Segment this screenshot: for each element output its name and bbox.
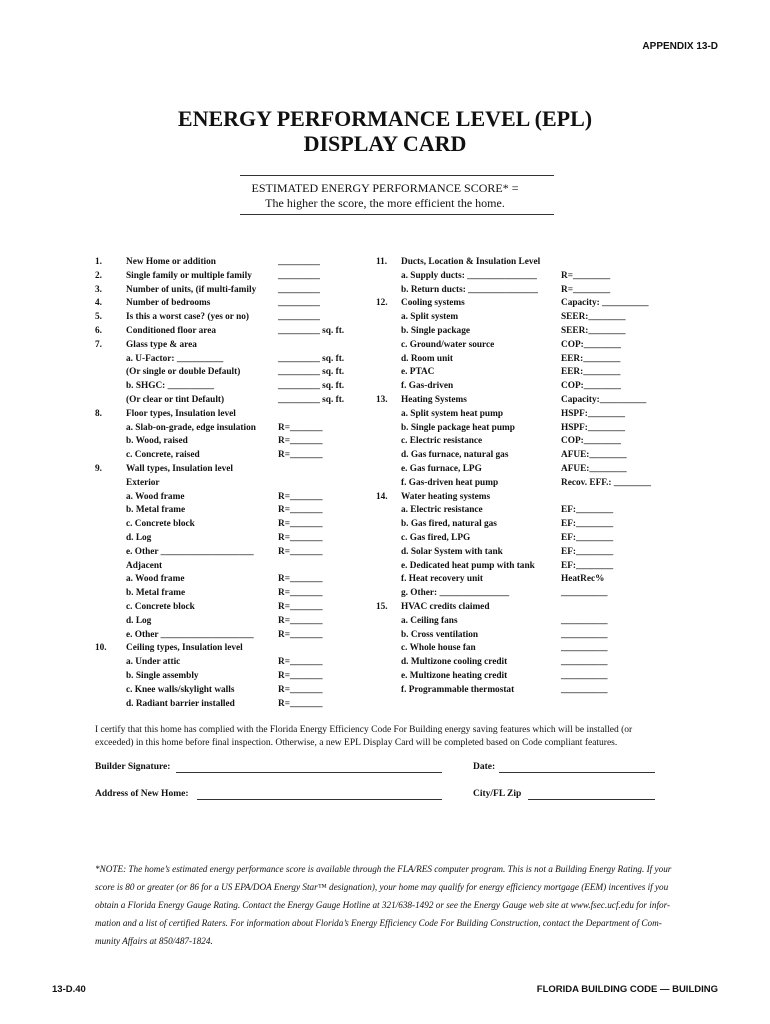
right-item-number: 12.	[376, 298, 388, 309]
right-item-label: f. Gas-driven heat pump	[401, 477, 499, 488]
left-item-label: c. Concrete block	[126, 519, 195, 530]
title-line-2: DISPLAY CARD	[303, 131, 467, 156]
certification-line-1: I certify that this home has complied with the Florida Energy Efficiency Code For Building energy saving features which will be installed (or	[95, 725, 633, 735]
left-item-label: a. Under attic	[126, 657, 181, 668]
right-item-number: 15.	[376, 602, 388, 612]
left-item-number: 4.	[95, 298, 102, 309]
right-item-label: c. Whole house fan	[401, 643, 476, 654]
right-item-field[interactable]: Capacity:__________	[561, 395, 647, 405]
right-item-field[interactable]: SEER:________	[561, 326, 626, 336]
left-item-field[interactable]: _________ sq. ft.	[278, 395, 345, 405]
right-item-field[interactable]: EF:________	[561, 505, 614, 516]
right-item-field[interactable]: __________	[561, 629, 608, 640]
left-item-label: Number of units, (if multi-family	[126, 284, 257, 295]
right-item-field[interactable]: Recov. EFF.: ________	[561, 477, 652, 488]
right-item-label: f. Heat recovery unit	[401, 574, 483, 585]
left-item-label: a. U-Factor: __________	[126, 353, 224, 364]
left-item-label: b. Metal frame	[126, 588, 186, 599]
right-item-label: b. Single package heat pump	[401, 422, 515, 433]
left-item-number: 7.	[95, 339, 102, 350]
left-item-field[interactable]: R=_______	[278, 671, 323, 681]
footnote-line-4: mation and a list of certified Raters. For information about Florida’s Energy Efficiency Code For Building Construction, contact the Department of Com-	[95, 918, 662, 928]
right-item-label: g. Other: _______________	[401, 588, 510, 599]
left-item-label: Adjacent	[126, 560, 163, 571]
footnote-line-3: obtain a Florida Energy Gauge Rating. Contact the Energy Gauge Hotline at 321/638-1492 or see the Energy Gauge web site at www.fsec.ucf.edu for infor-	[95, 900, 671, 910]
left-item-number: 6.	[95, 326, 102, 336]
right-item-field[interactable]: HeatRec%	[561, 574, 605, 585]
left-item-label: e. Other ____________________	[126, 629, 254, 640]
certification-text	[95, 724, 632, 750]
left-item-label: b. SHGC: __________	[126, 381, 215, 392]
left-item-field[interactable]: _________ sq. ft.	[278, 381, 345, 392]
left-item-label: c. Concrete block	[126, 602, 195, 612]
left-item-field[interactable]: R=_______	[278, 546, 323, 557]
left-item-label: a. Wood frame	[126, 574, 185, 585]
right-item-field[interactable]: COP:________	[561, 381, 621, 392]
left-item-number: 2.	[95, 270, 102, 281]
left-item-field[interactable]: R=_______	[278, 574, 323, 585]
left-item-label: (Or single or double Default)	[126, 367, 241, 378]
right-item-field[interactable]: EF:________	[561, 560, 614, 571]
left-item-label: c. Concrete, raised	[126, 450, 200, 461]
right-item-field[interactable]: EF:________	[561, 546, 614, 557]
right-item-field[interactable]: EER:________	[561, 367, 621, 378]
right-item-field[interactable]: HSPF:________	[561, 408, 626, 419]
right-item-label: d. Room unit	[401, 353, 453, 364]
left-item-field[interactable]: _________	[278, 312, 320, 323]
score-top-rule	[240, 175, 554, 176]
left-item-label: d. Log	[126, 533, 152, 543]
right-item-number: 14.	[376, 491, 388, 502]
left-item-field[interactable]: _________ sq. ft.	[278, 367, 345, 378]
builder-signature-label: Builder Signature:	[95, 762, 171, 772]
left-item-label: e. Other ____________________	[126, 546, 254, 557]
right-item-field[interactable]: EF:________	[561, 533, 614, 543]
left-item-label: c. Knee walls/skylight walls	[126, 684, 235, 695]
left-item-label: Wall types, Insulation level	[126, 464, 233, 474]
left-item-label: Number of bedrooms	[126, 298, 211, 309]
right-item-label: f. Programmable thermostat	[401, 684, 515, 695]
footer-page-number: 13-D.40	[52, 984, 86, 995]
right-item-label: HVAC credits claimed	[401, 602, 490, 612]
left-item-number: 10.	[95, 643, 107, 654]
date-label: Date:	[473, 762, 496, 772]
score-subheading: The higher the score, the more efficient the home.	[265, 196, 505, 210]
right-item-label: b. Cross ventilation	[401, 629, 479, 640]
right-item-field[interactable]: SEER:________	[561, 312, 626, 323]
left-item-field[interactable]: R=_______	[278, 450, 323, 461]
city-zip-label: City/FL Zip	[473, 789, 522, 799]
left-item-label: b. Single assembly	[126, 671, 199, 681]
city-zip-field[interactable]	[528, 799, 655, 800]
left-item-field[interactable]: _________	[278, 284, 320, 295]
left-item-label: Conditioned floor area	[126, 326, 217, 336]
left-item-number: 1.	[95, 257, 102, 267]
left-item-number: 5.	[95, 312, 102, 323]
right-item-number: 13.	[376, 395, 388, 405]
right-item-label: a. Split system	[401, 312, 459, 323]
left-item-field[interactable]: R=_______	[278, 615, 323, 626]
right-item-field[interactable]: __________	[561, 684, 608, 695]
right-item-label: d. Gas furnace, natural gas	[401, 450, 509, 461]
right-item-label: a. Supply ducts: _______________	[401, 270, 537, 281]
address-label: Address of New Home:	[95, 789, 189, 799]
left-item-field[interactable]: R=_______	[278, 533, 323, 543]
left-item-field[interactable]: _________ sq. ft.	[278, 353, 345, 364]
right-item-label: d. Multizone cooling credit	[401, 657, 508, 668]
page-title	[0, 106, 770, 156]
right-item-field[interactable]: __________	[561, 657, 608, 668]
right-item-field[interactable]: Capacity: __________	[561, 298, 649, 309]
left-item-label: d. Radiant barrier installed	[126, 698, 235, 709]
builder-signature-field[interactable]	[176, 772, 442, 773]
right-item-label: b. Single package	[401, 326, 470, 336]
right-item-field[interactable]: AFUE:________	[561, 464, 627, 474]
score-bottom-rule	[240, 214, 554, 215]
right-item-label: Heating Systems	[401, 395, 467, 405]
left-item-field[interactable]: R=_______	[278, 629, 323, 640]
right-item-field[interactable]: AFUE:________	[561, 450, 627, 461]
left-item-label: Floor types, Insulation level	[126, 408, 236, 419]
left-item-label: a. Slab-on-grade, edge insulation	[126, 422, 256, 433]
right-item-field[interactable]: __________	[561, 671, 608, 681]
right-item-field[interactable]: R=________	[561, 270, 611, 281]
right-item-label: Ducts, Location & Insulation Level	[401, 257, 541, 267]
right-item-label: e. PTAC	[401, 367, 435, 378]
left-item-field[interactable]: R=_______	[278, 422, 323, 433]
left-item-field[interactable]: _________ sq. ft.	[278, 326, 345, 336]
right-item-number: 11.	[376, 257, 388, 267]
right-item-label: d. Solar System with tank	[401, 546, 503, 557]
footnote-line-1: *NOTE: The home’s estimated energy performance score is available through the FLA/RES computer program. This is not a Building Energy Rating. If your	[95, 864, 672, 874]
title-line-1: ENERGY PERFORMANCE LEVEL (EPL)	[177, 106, 593, 131]
left-item-number: 8.	[95, 408, 102, 419]
left-item-label: Exterior	[126, 477, 160, 488]
right-item-field[interactable]: __________	[561, 588, 608, 599]
appendix-label: APPENDIX 13-D	[642, 41, 718, 52]
right-item-field[interactable]: COP:________	[561, 436, 621, 447]
right-item-field[interactable]: R=________	[561, 284, 611, 295]
certification-line-2: exceeded) in this home before final inspection. Otherwise, a new EPL Display Card will be completed based on Code compliant features.	[95, 738, 618, 748]
left-item-label: Glass type & area	[126, 339, 197, 350]
date-field[interactable]	[499, 772, 655, 773]
right-item-field[interactable]: COP:________	[561, 339, 621, 350]
left-item-label: Ceiling types, Insulation level	[126, 643, 243, 654]
right-item-label: e. Multizone heating credit	[401, 671, 508, 681]
left-item-field[interactable]: _________	[278, 270, 320, 281]
left-item-number: 3.	[95, 284, 102, 295]
left-item-field[interactable]: R=_______	[278, 698, 323, 709]
right-item-field[interactable]: EF:________	[561, 519, 614, 530]
left-item-field[interactable]: R=_______	[278, 588, 323, 599]
right-item-label: f. Gas-driven	[401, 381, 454, 392]
left-item-field[interactable]: R=_______	[278, 505, 323, 516]
address-field[interactable]	[197, 799, 442, 800]
right-item-field[interactable]: __________	[561, 615, 608, 626]
left-item-field[interactable]: R=_______	[278, 657, 323, 668]
left-item-number: 9.	[95, 464, 102, 474]
left-item-label: Single family or multiple family	[126, 270, 252, 281]
right-item-label: e. Dedicated heat pump with tank	[401, 560, 535, 571]
right-item-label: Water heating systems	[401, 491, 491, 502]
right-item-label: a. Split system heat pump	[401, 408, 504, 419]
right-item-label: e. Gas furnace, LPG	[401, 464, 482, 474]
left-item-label: Is this a worst case? (yes or no)	[126, 312, 250, 323]
left-item-field[interactable]: R=_______	[278, 602, 323, 612]
footer-book-title: FLORIDA BUILDING CODE — BUILDING	[536, 984, 718, 995]
left-item-label: d. Log	[126, 615, 152, 626]
right-item-label: c. Ground/water source	[401, 339, 495, 350]
left-item-field[interactable]: _________	[278, 298, 320, 309]
right-item-field[interactable]: __________	[561, 643, 608, 654]
right-item-label: c. Electric resistance	[401, 436, 483, 447]
left-item-label: b. Metal frame	[126, 505, 186, 516]
left-item-label: b. Wood, raised	[126, 436, 188, 447]
right-item-label: a. Ceiling fans	[401, 615, 458, 626]
right-item-field[interactable]: HSPF:________	[561, 422, 626, 433]
right-item-field[interactable]: EER:________	[561, 353, 621, 364]
left-item-field[interactable]: R=_______	[278, 491, 323, 502]
right-item-label: c. Gas fired, LPG	[401, 533, 471, 543]
score-heading: ESTIMATED ENERGY PERFORMANCE SCORE* =	[251, 181, 519, 195]
right-item-label: a. Electric resistance	[401, 505, 483, 516]
right-item-label: b. Return ducts: _______________	[401, 284, 538, 295]
footnote-line-5: munity Affairs at 850/487-1824.	[95, 936, 213, 946]
left-item-label: a. Wood frame	[126, 491, 185, 502]
left-item-field[interactable]: R=_______	[278, 684, 323, 695]
left-item-field[interactable]: _________	[278, 257, 320, 267]
left-item-label: New Home or addition	[126, 257, 216, 267]
left-item-field[interactable]: R=_______	[278, 436, 323, 447]
footnote	[95, 860, 707, 950]
left-item-label: (Or clear or tint Default)	[126, 395, 225, 405]
right-item-label: b. Gas fired, natural gas	[401, 519, 497, 530]
footnote-line-2: score is 80 or greater (or 86 for a US EPA/DOA Energy Star™ designation), your home may qualify for energy efficiency mortgage (EEM) incentives if you	[95, 882, 669, 892]
right-item-label: Cooling systems	[401, 298, 465, 309]
left-item-field[interactable]: R=_______	[278, 519, 323, 530]
